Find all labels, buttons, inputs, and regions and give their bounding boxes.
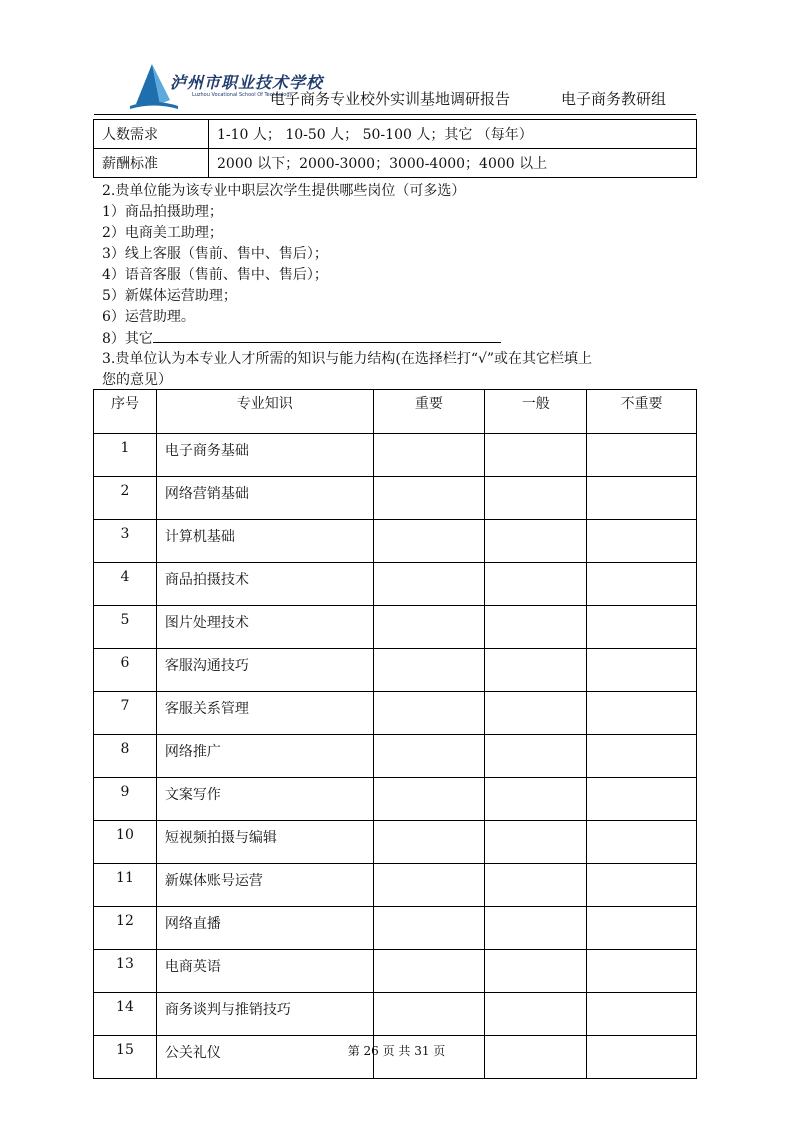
important-cell[interactable] [373,950,485,993]
requirements-table [93,119,697,178]
table-row [94,434,697,477]
table-row [94,520,697,563]
page-footer: 第 26 页 共 31 页 [347,1044,446,1058]
general-cell[interactable] [485,563,587,606]
report-title: 电子商务专业校外实训基地调研报告 [270,90,511,108]
row-label: 人数需求 [94,120,209,149]
row-name: 计算机基础 [156,520,373,563]
not-important-cell[interactable] [587,778,697,821]
general-cell[interactable] [485,950,587,993]
important-cell[interactable] [373,477,485,520]
row-name: 客服关系管理 [156,692,373,735]
logo-subtext: Luzhou Vocational School Of Technology [192,92,293,98]
school-logo [130,60,324,110]
row-no: 7 [94,692,157,735]
logo-text: 泸州市职业技术学校 [170,73,324,92]
not-important-cell[interactable] [587,477,697,520]
important-cell[interactable] [373,520,485,563]
general-cell[interactable] [485,778,587,821]
row-name: 图片处理技术 [156,606,373,649]
row-no: 1 [94,434,157,477]
row-no: 14 [94,993,157,1036]
general-cell[interactable] [485,434,587,477]
row-no: 15 [94,1036,157,1079]
not-important-cell[interactable] [587,735,697,778]
not-important-cell[interactable] [587,649,697,692]
important-cell[interactable] [373,735,485,778]
general-cell[interactable] [485,735,587,778]
option-item: 5）新媒体运营助理； [102,288,237,304]
not-important-cell[interactable] [587,520,697,563]
row-no: 8 [94,735,157,778]
row-value: 1-10 人； 10-50 人； 50-100 人；其它 （每年） [209,120,697,149]
question-3-line2: 您的意见） [102,372,172,388]
option-other [102,328,501,350]
important-cell[interactable] [373,907,485,950]
row-name: 网络推广 [156,735,373,778]
row-no: 5 [94,606,157,649]
important-cell[interactable] [373,864,485,907]
general-cell[interactable] [485,606,587,649]
table-row [94,950,697,993]
header-divider [94,114,696,115]
important-cell[interactable] [373,692,485,735]
row-value: 2000 以下；2000-3000；3000-4000；4000 以上 [209,149,697,178]
header-general: 一般 [485,390,587,434]
row-no: 11 [94,864,157,907]
knowledge-table [93,389,697,1079]
general-cell[interactable] [485,993,587,1036]
table-row [94,735,697,778]
header-knowledge: 专业知识 [156,390,373,434]
row-no: 9 [94,778,157,821]
not-important-cell[interactable] [587,563,697,606]
row-name: 客服沟通技巧 [156,649,373,692]
not-important-cell[interactable] [587,692,697,735]
general-cell[interactable] [485,821,587,864]
table-header-row [94,390,697,434]
important-cell[interactable] [373,649,485,692]
row-name: 电子商务基础 [156,434,373,477]
table-row [94,907,697,950]
row-name: 商品拍摄技术 [156,563,373,606]
row-no: 13 [94,950,157,993]
row-name: 短视频拍摄与编辑 [156,821,373,864]
not-important-cell[interactable] [587,907,697,950]
row-no: 2 [94,477,157,520]
row-name: 文案写作 [156,778,373,821]
table-row [94,993,697,1036]
table-row [94,649,697,692]
general-cell[interactable] [485,864,587,907]
option-item: 3）线上客服（售前、售中、售后）； [102,246,328,262]
table-row [94,149,697,178]
row-name: 网络营销基础 [156,477,373,520]
row-name: 公关礼仪 [156,1036,373,1079]
row-no: 6 [94,649,157,692]
table-row [94,821,697,864]
general-cell[interactable] [485,477,587,520]
important-cell[interactable] [373,821,485,864]
general-cell[interactable] [485,692,587,735]
table-row [94,120,697,149]
header-no: 序号 [94,390,157,434]
row-label: 薪酬标准 [94,149,209,178]
not-important-cell[interactable] [587,950,697,993]
not-important-cell[interactable] [587,993,697,1036]
option-item: 4）语音客服（售前、售中、售后）； [102,267,328,283]
row-no: 10 [94,821,157,864]
option-item: 1）商品拍摄助理； [102,204,223,220]
option-other-label: 8）其它 [102,331,153,347]
header-important: 重要 [373,390,485,434]
row-no: 3 [94,520,157,563]
important-cell[interactable] [373,434,485,477]
page-header [94,58,694,114]
important-cell[interactable] [373,993,485,1036]
question-2-title: 2.贵单位能为该专业中职层次学生提供哪些岗位（可多选） [102,183,466,199]
general-cell[interactable] [485,520,587,563]
important-cell[interactable] [373,606,485,649]
general-cell[interactable] [485,907,587,950]
table-row [94,864,697,907]
row-name: 电商英语 [156,950,373,993]
row-name: 商务谈判与推销技巧 [156,993,373,1036]
group-name: 电子商务教研组 [560,90,666,108]
not-important-cell[interactable] [587,864,697,907]
table-row [94,692,697,735]
not-important-cell[interactable] [587,821,697,864]
table-row [94,477,697,520]
row-no: 4 [94,563,157,606]
table-row [94,563,697,606]
general-cell[interactable] [485,649,587,692]
table-row [94,606,697,649]
not-important-cell[interactable] [587,434,697,477]
not-important-cell[interactable] [587,606,697,649]
row-no: 12 [94,907,157,950]
option-item: 6）运营助理。 [102,309,195,325]
other-blank-line[interactable] [153,328,501,343]
option-item: 2）电商美工助理； [102,225,223,241]
table-row [94,778,697,821]
important-cell[interactable] [373,563,485,606]
row-name: 新媒体账号运营 [156,864,373,907]
question-3-line1: 3.贵单位认为本专业人才所需的知识与能力结构(在选择栏打“√”或在其它栏填上 [102,351,593,367]
row-name: 网络直播 [156,907,373,950]
important-cell[interactable] [373,778,485,821]
header-not-important: 不重要 [587,390,697,434]
